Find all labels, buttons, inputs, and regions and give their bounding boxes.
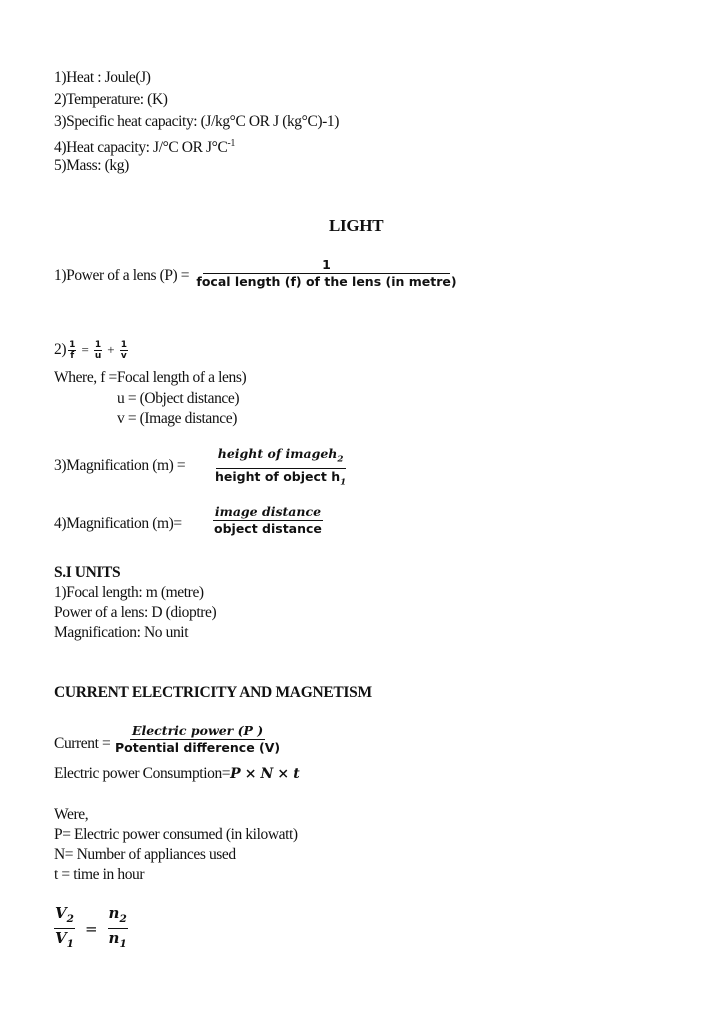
si-magnification-line: Magnification: No unit	[54, 624, 189, 641]
magnification-distance-numerator: image distance	[214, 504, 322, 519]
image-distance-line: v = (Image distance)	[117, 410, 237, 427]
V1-sub: 1	[66, 938, 74, 950]
magnification-distance-fraction	[212, 504, 324, 537]
were-line: Were,	[54, 806, 89, 823]
transformer-equals: =	[84, 919, 98, 938]
power-numerator: 1	[203, 257, 450, 274]
mag1-num-text: height of imageh	[217, 446, 338, 461]
lens-one-u: 1	[94, 340, 101, 350]
n2-sub: 2	[119, 913, 127, 925]
def-power-consumed: P= Electric power consumed (in kilowatt)	[54, 826, 298, 843]
n2-letter: n	[108, 904, 120, 922]
lens-formula-prefix: 2)	[54, 341, 67, 359]
V2-sub: 2	[66, 913, 74, 925]
magnification-height-fraction	[213, 446, 348, 490]
transformer-n1	[109, 929, 127, 953]
power-denominator: focal length (f) of the lens (in metre)	[196, 274, 457, 289]
transformer-V1	[55, 929, 74, 953]
magnification-distance-denominator: object distance	[214, 521, 322, 536]
V1-letter: V	[55, 929, 67, 947]
specific-heat-unit-line: 3)Specific heat capacity: (J/kg°C OR J (kg°C)-1)	[54, 113, 340, 130]
magnification-height-label: 3)Magnification (m) =	[54, 457, 186, 474]
si-power-line: Power of a lens: D (dioptre)	[54, 604, 217, 621]
current-label: Current =	[54, 735, 111, 752]
mag1-den-text: height of object h	[215, 468, 341, 484]
transformer-V2	[54, 904, 75, 929]
electricity-heading: CURRENT ELECTRICITY AND MAGNETISM	[54, 684, 372, 701]
lens-one-v: 1	[120, 340, 127, 350]
power-consumption-line	[54, 764, 299, 784]
lens-formula: 2) $\frac{1}{f}$ = $\frac{1}{u}$ + $\frac{1}{v}$	[54, 340, 127, 361]
mag1-num-sub: 2	[337, 454, 344, 465]
current-fraction	[113, 723, 282, 756]
magnification-distance-label: 4)Magnification (m)=	[54, 515, 182, 532]
lens-f: f	[70, 351, 74, 361]
heat-unit-line: 1)Heat : Joule(J)	[54, 69, 151, 86]
def-time: t = time in hour	[54, 866, 145, 883]
heat-capacity-text: 4)Heat capacity: J/°C OR J°C	[54, 139, 228, 157]
power-of-lens-fraction	[196, 257, 457, 290]
current-numerator: Electric power (P )	[131, 723, 264, 738]
def-number-appliances: N= Number of appliances used	[54, 846, 236, 863]
mag1-den-sub: 1	[340, 477, 347, 487]
si-focal-length-line: 1)Focal length: m (metre)	[54, 584, 204, 601]
power-of-lens-label: 1)Power of a lens (P) =	[54, 267, 190, 284]
where-focal-length-line: Where, f =Focal length of a lens)	[54, 369, 247, 386]
current-denominator: Potential difference (V)	[115, 740, 281, 755]
light-heading: LIGHT	[329, 216, 384, 235]
power-consumption-formula: P × N × t	[230, 766, 300, 782]
heat-capacity-unit-line	[54, 134, 235, 158]
mass-unit-line: 5)Mass: (kg)	[54, 157, 129, 174]
si-units-heading: S.I UNITS	[54, 564, 121, 581]
n1-sub: 1	[119, 938, 127, 950]
transformer-ratio	[54, 904, 128, 953]
transformer-n2	[108, 904, 128, 929]
magnification-height-numerator	[216, 446, 346, 469]
magnification-height-denominator	[213, 469, 348, 491]
lens-one-f: 1	[69, 340, 75, 350]
lens-u: u	[94, 351, 101, 361]
heat-capacity-superscript: -1	[227, 138, 235, 149]
lens-v: v	[120, 351, 127, 361]
temperature-unit-line: 2)Temperature: (K)	[54, 91, 168, 108]
V2-letter: V	[55, 904, 67, 922]
n1-letter: n	[108, 929, 120, 947]
power-consumption-label: Electric power Consumption=	[54, 765, 231, 782]
object-distance-line: u = (Object distance)	[117, 390, 240, 407]
